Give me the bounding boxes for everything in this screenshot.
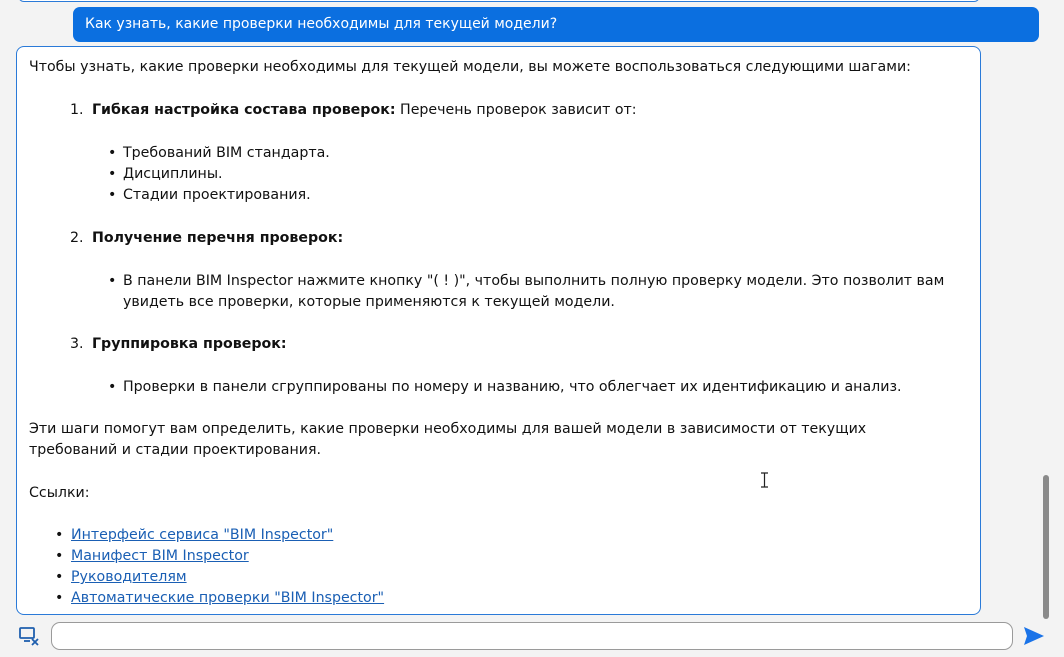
user-message-text: Как узнать, какие проверки необходимы для текущей модели? bbox=[85, 16, 558, 32]
list-item: • Автоматические проверки "BIM Inspector" bbox=[55, 590, 385, 606]
step-number: 3. bbox=[70, 336, 84, 352]
step-title: Группировка проверок: bbox=[92, 336, 287, 352]
link-bim-inspector-interface[interactable]: Интерфейс сервиса "BIM Inspector" bbox=[71, 527, 334, 543]
step-title: Получение перечня проверок: bbox=[92, 230, 344, 246]
step-number: 2. bbox=[70, 230, 84, 246]
step-bullets bbox=[29, 271, 966, 313]
text-cursor-icon bbox=[760, 472, 769, 488]
step-bullets bbox=[29, 143, 966, 206]
answer-intro: Чтобы узнать, какие проверки необходимы для текущей модели, вы можете воспользоваться следующими шагами: bbox=[29, 59, 911, 75]
list-item: • Дисциплины. bbox=[108, 166, 223, 182]
links-list bbox=[29, 525, 966, 609]
step-text: Перечень проверок зависит от: bbox=[395, 102, 637, 118]
step-bullets bbox=[29, 377, 966, 398]
link-manifest[interactable]: Манифест BIM Inspector bbox=[71, 548, 249, 564]
send-icon[interactable] bbox=[1022, 625, 1046, 647]
scrollbar-thumb[interactable] bbox=[1043, 475, 1049, 619]
previous-message-bubble bbox=[18, 0, 980, 2]
list-item: • В панели BIM Inspector нажмите кнопку "( ! )", чтобы выполнить полную проверку модели. Это позволит вам увидеть все проверки, которые применяются к текущей модели. bbox=[108, 273, 945, 310]
user-message bbox=[73, 7, 1039, 42]
link-auto-checks[interactable]: Автоматические проверки "BIM Inspector" bbox=[71, 590, 385, 606]
step-item bbox=[29, 334, 966, 355]
answer-conclusion: Эти шаги помогут вам определить, какие проверки необходимы для вашей модели в зависимости от текущих требований и стадии проектирования. bbox=[29, 421, 867, 458]
assistant-message bbox=[16, 46, 981, 615]
clear-chat-icon[interactable] bbox=[18, 625, 40, 647]
list-item: • Требований BIM стандарта. bbox=[108, 145, 330, 161]
list-item: • Интерфейс сервиса "BIM Inspector" bbox=[55, 527, 334, 543]
step-item bbox=[29, 228, 966, 249]
list-item: • Руководителям bbox=[55, 569, 187, 585]
step-title: Гибкая настройка состава проверок: bbox=[92, 102, 396, 118]
link-managers[interactable]: Руководителям bbox=[71, 569, 187, 585]
links-heading: Ссылки: bbox=[29, 485, 90, 501]
step-number: 1. bbox=[70, 102, 84, 118]
message-input[interactable] bbox=[51, 622, 1013, 650]
list-item: • Стадии проектирования. bbox=[108, 187, 311, 203]
list-item: • Манифест BIM Inspector bbox=[55, 548, 249, 564]
step-item bbox=[29, 100, 966, 121]
list-item: • Проверки в панели сгруппированы по номеру и названию, что облегчает их идентификацию и анализ. bbox=[108, 379, 902, 395]
